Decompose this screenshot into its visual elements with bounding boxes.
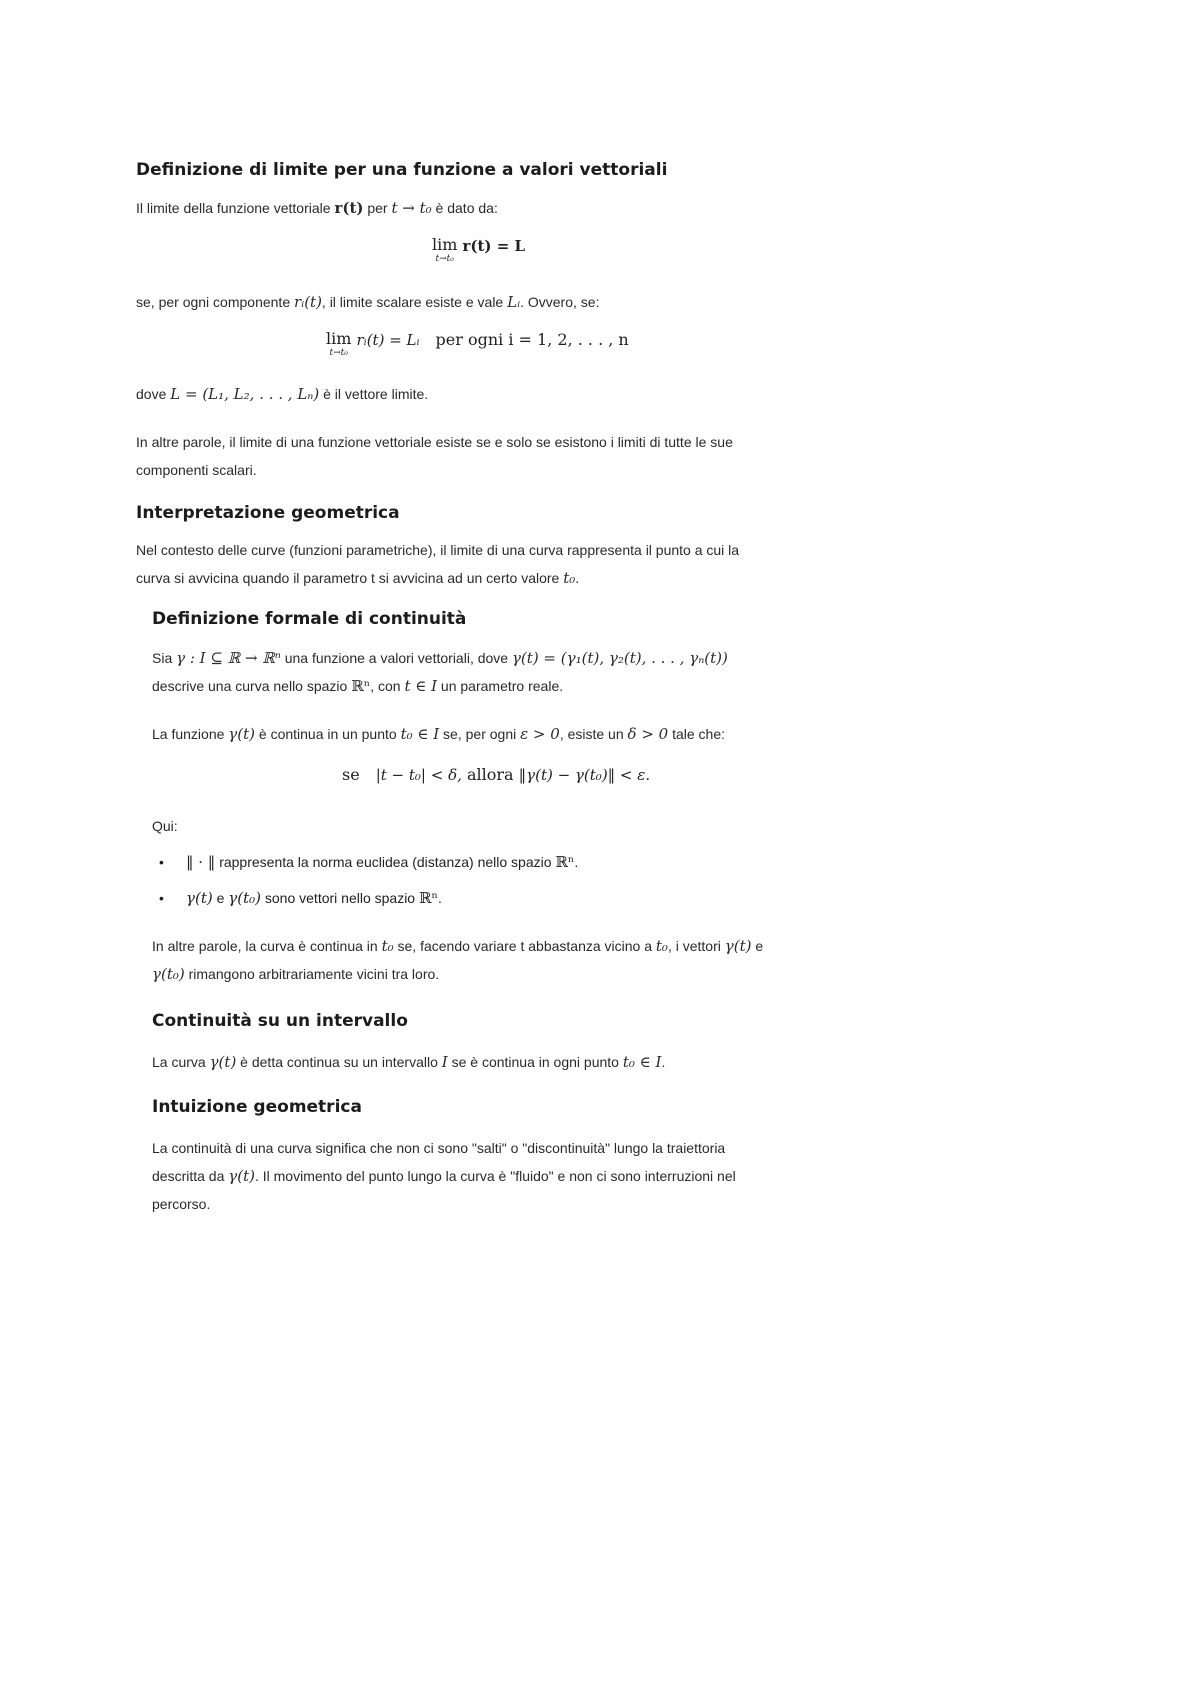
continuity-summary-line-1: In altre parole, la curva è continua in t₀ se, facendo variare t abbastanza vicino a t₀, i vettori γ(t) e [152, 937, 764, 955]
math-t-to-t0: t → t₀ [391, 199, 432, 217]
continuity-setup-line-2: descrive una curva nello spazio ℝⁿ, con t ∈ I un parametro reale. [152, 677, 564, 695]
equation-component-limits: lim t→t₀ rᵢ(t) = Lᵢ per ogni i = 1, 2, . . . , n [326, 329, 629, 358]
heading-geometric-intuition: Intuizione geometrica [152, 1097, 362, 1117]
equation-vector-limit: lim t→t₀ r(t) = L [432, 235, 526, 264]
continuity-definition-text: La funzione γ(t) è continua in un punto t₀ ∈ I se, per ogni ε > 0, esiste un δ > 0 tale che: [152, 725, 726, 743]
interval-continuity-text: La curva γ(t) è detta continua su un intervallo I se è continua in ogni punto t₀ ∈ I. [152, 1053, 666, 1071]
heading-geometric-interpretation: Interpretazione geometrica [136, 503, 400, 523]
qui-label: Qui: [152, 818, 178, 834]
component-condition-text: se, per ogni componente rᵢ(t), il limite scalare esiste e vale Lᵢ. Ovvero, se: [136, 293, 600, 311]
bullet-icon: • [159, 890, 164, 906]
heading-formal-continuity: Definizione formale di continuità [152, 609, 467, 629]
geometric-intuition-line-2: descritta da γ(t). Il movimento del punto lungo la curva è "fluido" e non ci sono interruzioni nel [152, 1167, 736, 1185]
definition-notes-list [159, 844, 579, 916]
list-item: • ‖ · ‖ rappresenta la norma euclidea (distanza) nello spazio ℝⁿ. [186, 844, 578, 880]
geometric-interpretation-line-2: curva si avvicina quando il parametro t si avvicina ad un certo valore t₀. [136, 569, 580, 587]
limit-vector-text: dove L = (L₁, L₂, . . . , Lₙ) è il vettore limite. [136, 385, 429, 403]
geometric-intuition-line-1: La continuità di una curva significa che non ci sono "salti" o "discontinuità" lungo la traiettoria [152, 1140, 726, 1156]
continuity-summary-line-2: γ(t₀) rimangono arbitrariamente vicini tra loro. [152, 965, 440, 983]
continuity-setup-line-1: Sia γ : I ⊆ ℝ → ℝⁿ una funzione a valori vettoriali, dove γ(t) = (γ₁(t), γ₂(t), . . . , γₙ(t)) [152, 649, 728, 667]
heading-interval-continuity: Continuità su un intervallo [152, 1011, 408, 1031]
geometric-intuition-line-3: percorso. [152, 1196, 211, 1212]
bullet-icon: • [159, 854, 164, 870]
heading-limit-definition: Definizione di limite per una funzione a valori vettoriali [136, 160, 668, 180]
limit-summary-line-2: componenti scalari. [136, 462, 257, 478]
limit-summary-line-1: In altre parole, il limite di una funzione vettoriale esiste se e solo se esistono i limiti di tutte le sue [136, 434, 733, 450]
limit-intro-text: Il limite della funzione vettoriale r(t) per t → t₀ è dato da: [136, 199, 498, 217]
list-item: • γ(t) e γ(t₀) sono vettori nello spazio ℝⁿ. [186, 880, 578, 916]
math-r-of-t: r(t) [334, 199, 364, 217]
equation-epsilon-delta: se |t − t₀| < δ, allora ‖γ(t) − γ(t₀)‖ < ε. [342, 765, 651, 784]
geometric-interpretation-line-1: Nel contesto delle curve (funzioni parametriche), il limite di una curva rappresenta il punto a cui la [136, 542, 740, 558]
